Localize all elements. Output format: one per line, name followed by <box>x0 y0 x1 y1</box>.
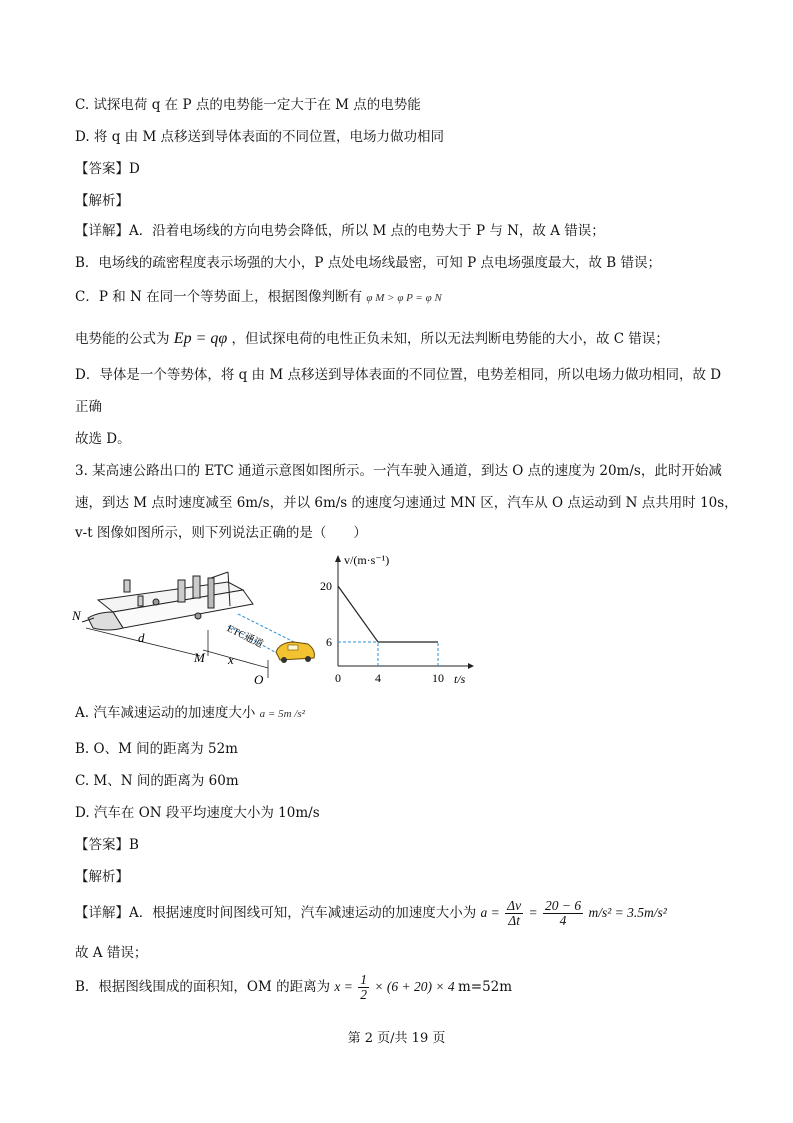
y-tick-label: 20 <box>320 579 332 593</box>
x-tick-label: 10 <box>432 671 444 685</box>
accel-frac-2 <box>543 899 583 928</box>
etc-lane-diagram <box>68 560 328 690</box>
detail-c-q2 <box>75 288 442 307</box>
option-d-q3: D. 汽车在 ON 段平均速度大小为 10m/s <box>75 805 320 821</box>
label-x: x <box>228 652 234 667</box>
detail-d-q2: D．导体是一个等势体，将 q 由 M 点移送到导体表面的不同位置，电势差相同，所以电场力做功相同，故 D <box>75 367 722 383</box>
option-c-q2: C. 试探电荷 q 在 P 点的电势能一定大于在 M 点的电势能 <box>75 97 421 113</box>
answer-q3: 【答案】B <box>75 837 139 853</box>
accel-rhs: m/s² = 3.5m/s² <box>588 905 667 920</box>
accel-dv: Δv <box>507 898 522 914</box>
answer-q2: 【答案】D <box>75 161 140 177</box>
potential-energy-line <box>75 330 669 348</box>
option-b-q3: B. O、M 间的距离为 52m <box>75 741 238 757</box>
potential-energy-tail: ，但试探电荷的电性正负未知，所以无法判断电势能的大小，故 C 错误； <box>231 331 669 347</box>
label-n: N <box>72 608 81 623</box>
y-axis-label: v/(m·s⁻¹) <box>344 553 390 567</box>
x-tick-label: 0 <box>335 671 341 685</box>
detail-a-q3 <box>75 898 667 928</box>
question-3-line1: 3. 某高速公路出口的 ETC 通道示意图如图所示。一汽车驶入通道，到达 O 点的速度为 20m/s，此时开始减 <box>75 463 722 479</box>
detail-a-q3-text: 【详解】A．根据速度时间图线可知，汽车减速运动的加速度大小为 <box>75 905 477 921</box>
page-footer: 第 2 页/共 19 页 <box>347 1031 446 1046</box>
analysis-heading-q3: 【解析】 <box>75 869 129 885</box>
detail-a-q2: 【详解】A．沿着电场线的方向电势会降低，所以 M 点的电势大于 P 与 N，故 A 错误； <box>75 223 605 239</box>
label-etc-lane: ETC通道 <box>225 623 265 651</box>
accel-dt: Δt <box>508 913 520 929</box>
accel-frac-1 <box>505 899 523 928</box>
accel-den: 4 <box>559 913 567 929</box>
distance-num: 1 <box>360 972 368 988</box>
potential-energy-text: 电势能的公式为 <box>75 331 170 347</box>
detail-a-q3-conclusion: 故 A 错误； <box>75 945 148 961</box>
option-a-q3 <box>75 704 305 723</box>
analysis-heading-q2: 【解析】 <box>75 193 129 209</box>
option-a-text: A. 汽车减速运动的加速度大小 <box>75 705 256 721</box>
question-3-line3: v-t 图像如图所示，则下列说法正确的是（ ） <box>75 525 367 541</box>
potential-energy-formula: Ep = qφ <box>173 330 228 347</box>
option-d-q2: D. 将 q 由 M 点移送到导体表面的不同位置，电场力做功相同 <box>75 129 445 145</box>
distance-rhs: × (6 + 20) × 4 <box>374 979 455 994</box>
distance-formula <box>334 972 458 1003</box>
option-a-formula: a = 5m /s² <box>259 708 305 720</box>
detail-d-q2-cont: 正确 <box>75 399 102 415</box>
question-3-line2: 速，到达 M 点时速度减至 6m/s，并以 6m/s 的速度匀速通过 MN 区，汽车从 O 点运动到 N 点共用时 10s， <box>75 495 738 511</box>
detail-b-q2: B．电场线的疏密程度表示场强的大小，P 点处电场线最密，可知 P 点电场强度最大，故 B 错误； <box>75 255 661 271</box>
distance-result: m=52m <box>457 979 513 995</box>
accel-num: 20 − 6 <box>544 898 582 914</box>
distance-den: 2 <box>360 987 368 1003</box>
selection-q2: 故选 D。 <box>75 431 131 447</box>
car-icon <box>276 642 314 663</box>
detail-b-q3-text: B．根据图线围成的面积知，OM 的距离为 <box>75 979 331 995</box>
label-m: M <box>194 650 205 665</box>
detail-b-q3 <box>75 972 512 1002</box>
detail-c-text: C．P 和 N 在同一个等势面上，根据图像判断有 <box>75 289 363 305</box>
x-axis-label: t/s <box>454 672 466 686</box>
potential-inequality: φ M > φ P = φ N <box>366 292 442 304</box>
distance-lhs: x = <box>334 979 353 994</box>
y-tick-label: 6 <box>326 635 332 649</box>
accel-eq: = <box>528 905 538 920</box>
accel-lhs: a = <box>480 905 500 920</box>
velocity-time-chart <box>318 550 478 690</box>
option-c-q3: C. M、N 间的距离为 60m <box>75 773 239 789</box>
x-tick-label: 4 <box>375 671 381 685</box>
distance-frac <box>358 973 369 1002</box>
label-o: O <box>254 672 264 687</box>
series-segment-0 <box>338 586 378 642</box>
label-d: d <box>138 630 145 645</box>
